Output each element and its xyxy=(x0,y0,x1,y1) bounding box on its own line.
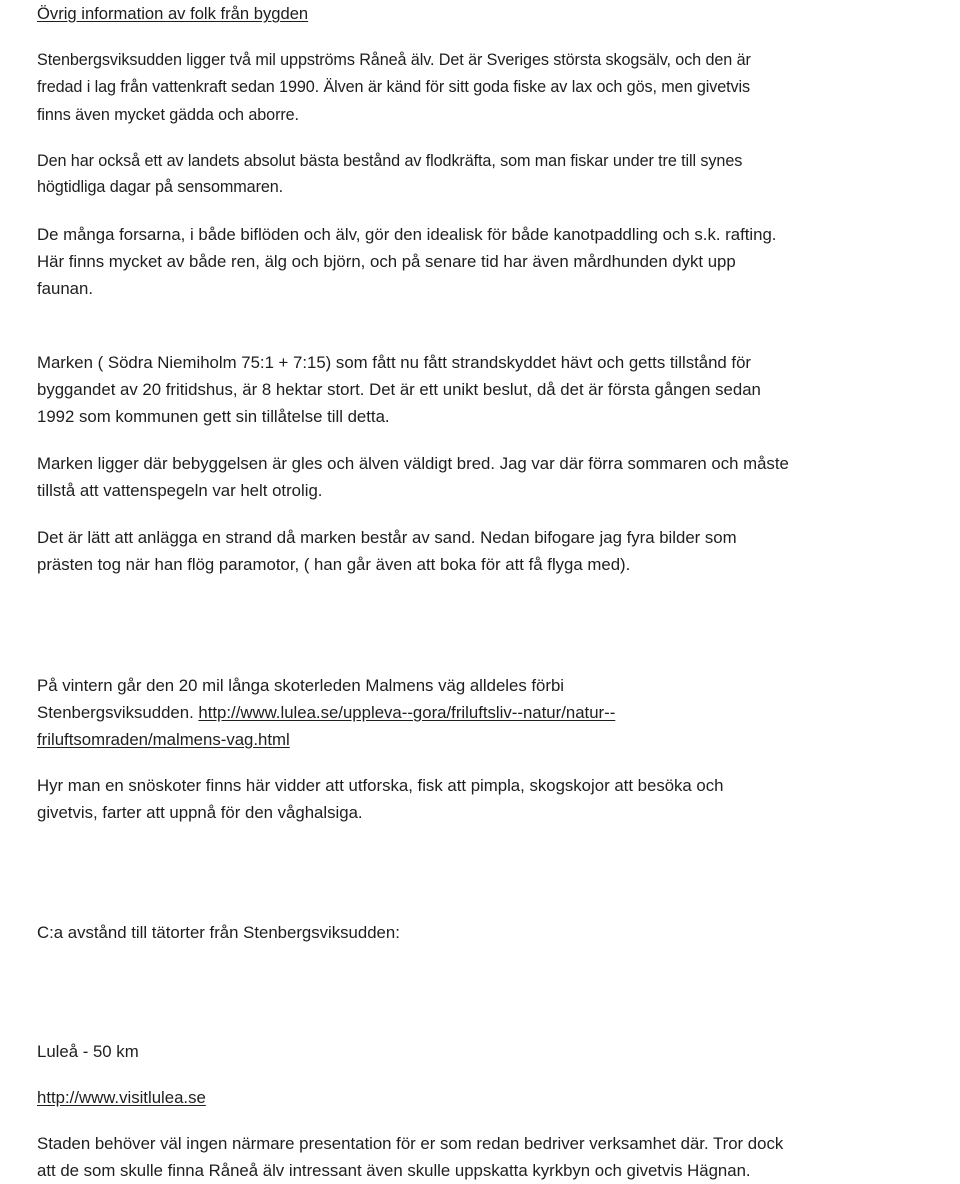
paragraph-line: tillstå att vattenspegeln var helt otrolig. xyxy=(37,481,323,500)
paragraph-line: faunan. xyxy=(37,279,93,298)
paragraph-line: Det är lätt att anlägga en strand då marken består av sand. Nedan bifogare jag fyra bilder som xyxy=(37,528,737,547)
paragraph-line: att de som skulle finna Råneå älv intressant även skulle uppskatta kyrkbyn och givetvis Hägnan. xyxy=(37,1161,751,1180)
paragraph-line: Den har också ett av landets absolut bästa bestånd av flodkräfta, som man fiskar under tre till synes xyxy=(37,152,743,170)
paragraph-line: Marken ligger där bebyggelsen är gles och älven väldigt bred. Jag var där förra sommaren och måste xyxy=(37,454,789,473)
paragraph-line xyxy=(37,1088,206,1108)
paragraph-line xyxy=(37,703,615,723)
visitlulea-link[interactable]: http://www.visitlulea.se xyxy=(37,1088,206,1107)
paragraph-line: byggandet av 20 fritidshus, är 8 hektar stort. Det är ett unikt beslut, då det är första gången sedan xyxy=(37,380,761,399)
lulea-distance: Luleå - 50 km xyxy=(37,1042,139,1061)
page-heading: Övrig information av folk från bygden xyxy=(37,4,309,23)
paragraph-line: 1992 som kommunen gett sin tillåtelse till detta. xyxy=(37,407,390,426)
malmens-vag-link[interactable]: http://www.lulea.se/uppleva--gora/friluftsliv--natur/natur-- xyxy=(198,703,616,722)
paragraph-line: Stenbergsviksudden ligger två mil uppströms Råneå älv. Det är Sveriges största skogsälv, och den är xyxy=(37,51,751,69)
malmens-vag-link-continued[interactable]: friluftsomraden/malmens-vag.html xyxy=(37,730,290,749)
paragraph-line: Hyr man en snöskoter finns här vidder att utforska, fisk att pimpla, skogskojor att besöka och xyxy=(37,776,724,795)
paragraph-line: Staden behöver väl ingen närmare presentation för er som redan bedriver verksamhet där. Tror dock xyxy=(37,1134,784,1153)
paragraph-line: givetvis, farter att uppnå för den våghalsiga. xyxy=(37,803,363,822)
paragraph-line: De många forsarna, i både biflöden och älv, gör den idealisk för både kanotpaddling och s.k. rafting. xyxy=(37,225,777,244)
distances-heading: C:a avstånd till tätorter från Stenbergsviksudden: xyxy=(37,923,400,942)
paragraph-line: finns även mycket gädda och aborre. xyxy=(37,106,299,124)
paragraph-line: På vintern går den 20 mil långa skoterleden Malmens väg alldeles förbi xyxy=(37,676,565,695)
paragraph-line: Marken ( Södra Niemiholm 75:1 + 7:15) som fått nu fått strandskyddet hävt och getts tillstånd för xyxy=(37,353,752,372)
paragraph-text: Stenbergsviksudden. xyxy=(37,703,199,722)
paragraph-line xyxy=(37,730,290,750)
paragraph-line: Här finns mycket av både ren, älg och björn, och på senare tid har även mårdhunden dykt upp xyxy=(37,252,736,271)
paragraph-line: prästen tog när han flög paramotor, ( han går även att boka för att få flyga med). xyxy=(37,555,631,574)
paragraph-line: högtidliga dagar på sensommaren. xyxy=(37,178,284,196)
paragraph-line: fredad i lag från vattenkraft sedan 1990. Älven är känd för sitt goda fiske av lax och gös, men givetvis xyxy=(37,78,751,96)
